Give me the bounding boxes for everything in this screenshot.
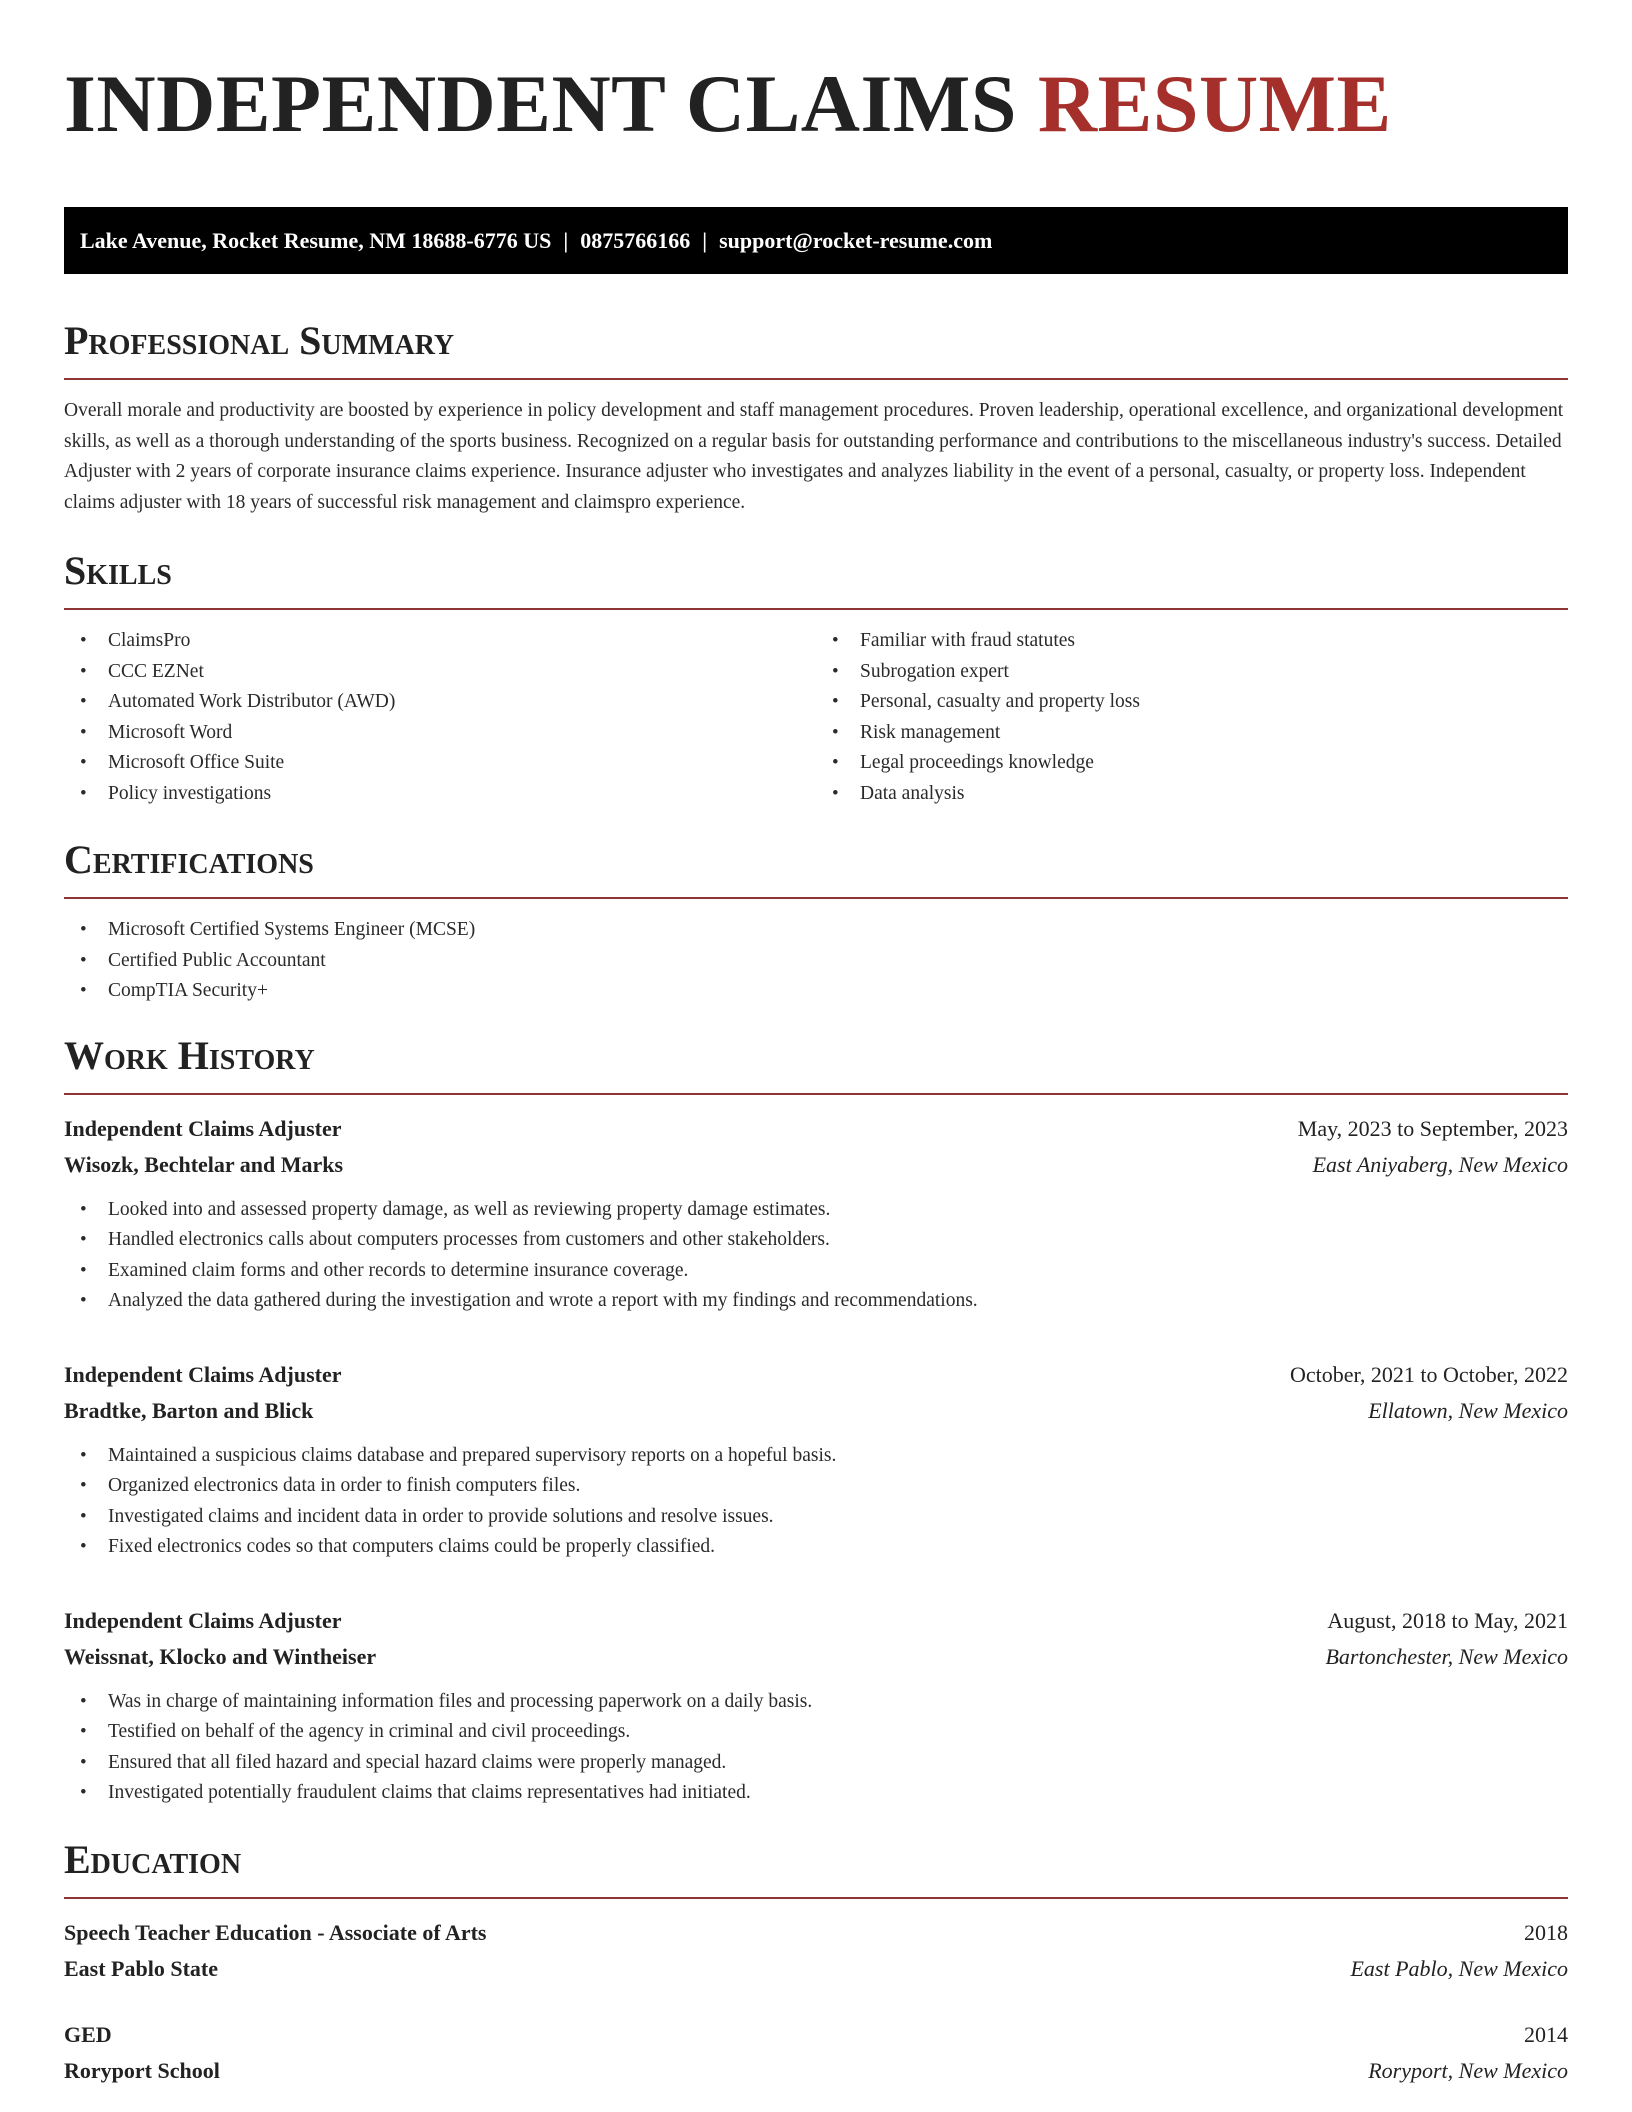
job-duty: • Fixed electronics codes so that computers claims could be properly classified.: [64, 1532, 1568, 1563]
job-duty: • Organized electronics data in order to finish computers files.: [64, 1471, 1568, 1502]
skill-item: • Subrogation expert: [816, 657, 1568, 688]
job-duties: [64, 1441, 1568, 1563]
certification-item: • Microsoft Certified Systems Engineer (MCSE): [64, 915, 1568, 946]
education-header: [64, 2017, 1568, 2053]
education-school: Roryport School: [64, 2057, 220, 2083]
education-location: Roryport, New Mexico: [1368, 2057, 1568, 2083]
contact-separator: |: [702, 228, 708, 253]
job-entry: [64, 1357, 1568, 1563]
job-location: Bartonchester, New Mexico: [1325, 1643, 1568, 1669]
summary-section: [64, 318, 1568, 518]
section-title-certifications: Certifications: [64, 837, 1568, 899]
summary-text: Overall morale and productivity are boosted by experience in policy development and staff management procedures. Proven leadership, operational excellence, and organizational development skills, as well as a thorough understanding of the sports business. Recognized on a regular basis for outstanding performance and contributions to the miscellaneous industry's success. Detailed Adjuster with 2 years of corporate insurance claims experience. Insurance adjuster who investigates and analyzes liability in the event of a personal, casualty, or property loss. Independent claims adjuster with 18 years of successful risk management and claimspro experience.: [64, 400, 1564, 513]
education-section: [64, 1837, 1568, 2089]
job-subheader: [64, 1147, 1568, 1183]
skill-item: • Policy investigations: [64, 779, 816, 810]
job-location: Ellatown, New Mexico: [1368, 1397, 1568, 1423]
skills-list-right: [816, 626, 1568, 809]
job-header: [64, 1357, 1568, 1393]
section-title-skills: Skills: [64, 548, 1568, 610]
work-history-section: [64, 1033, 1568, 1809]
education-school: East Pablo State: [64, 1955, 218, 1981]
section-title-education: Education: [64, 1837, 1568, 1899]
job-role: Independent Claims Adjuster: [64, 1607, 342, 1633]
contact-phone: 0875766166: [580, 228, 691, 253]
skills-columns: [64, 610, 1568, 809]
job-company: Bradtke, Barton and Blick: [64, 1397, 314, 1423]
education-entry: [64, 1915, 1568, 1987]
job-duty: • Analyzed the data gathered during the investigation and wrote a report with my findings and recommendations.: [64, 1286, 1568, 1317]
skill-item: • Familiar with fraud statutes: [816, 626, 1568, 657]
job-duty: • Ensured that all filed hazard and special hazard claims were properly managed.: [64, 1748, 1568, 1779]
education-degree: Speech Teacher Education - Associate of Arts: [64, 1919, 487, 1945]
job-entry: [64, 1603, 1568, 1809]
job-dates: May, 2023 to September, 2023: [1297, 1115, 1568, 1141]
skill-item: • ClaimsPro: [64, 626, 816, 657]
certifications-section: [64, 837, 1568, 1007]
title-main: INDEPENDENT CLAIMS: [64, 58, 1017, 149]
section-title-work-history: Work History: [64, 1033, 1568, 1095]
job-duty: • Handled electronics calls about computers processes from customers and other stakeholders.: [64, 1225, 1568, 1256]
education-degree: GED: [64, 2021, 112, 2047]
contact-address: Lake Avenue, Rocket Resume, NM 18688-6776 US: [80, 228, 552, 253]
skills-section: [64, 548, 1568, 809]
education-year: 2014: [1524, 2021, 1568, 2047]
skills-list-left: [64, 626, 816, 809]
education-year: 2018: [1524, 1919, 1568, 1945]
job-company: Wisozk, Bechtelar and Marks: [64, 1151, 344, 1177]
section-title-summary: Professional Summary: [64, 318, 1568, 380]
resume-title: [64, 58, 1568, 150]
job-company: Weissnat, Klocko and Wintheiser: [64, 1643, 377, 1669]
education-entry: [64, 2017, 1568, 2089]
skill-item: • Microsoft Office Suite: [64, 748, 816, 779]
skill-item: • Risk management: [816, 718, 1568, 749]
contact-bar: [64, 207, 1568, 274]
certifications-list: [64, 915, 1568, 1007]
job-location: East Aniyaberg, New Mexico: [1312, 1151, 1568, 1177]
job-header: [64, 1111, 1568, 1147]
title-accent: RESUME: [1037, 58, 1392, 149]
job-duty: • Testified on behalf of the agency in criminal and civil proceedings.: [64, 1717, 1568, 1748]
skill-item: • Legal proceedings knowledge: [816, 748, 1568, 779]
job-entry: [64, 1111, 1568, 1317]
job-role: Independent Claims Adjuster: [64, 1361, 342, 1387]
job-duty: • Looked into and assessed property damage, as well as reviewing property damage estimates.: [64, 1195, 1568, 1226]
contact-email: support@rocket-resume.com: [719, 228, 993, 253]
job-duty: • Maintained a suspicious claims database and prepared supervisory reports on a hopeful basis.: [64, 1441, 1568, 1472]
certification-item: • Certified Public Accountant: [64, 946, 1568, 977]
job-dates: October, 2021 to October, 2022: [1289, 1361, 1568, 1387]
skill-item: • Data analysis: [816, 779, 1568, 810]
job-duty: • Investigated claims and incident data in order to provide solutions and resolve issues.: [64, 1502, 1568, 1533]
skill-item: • Automated Work Distributor (AWD): [64, 687, 816, 718]
job-duty: • Examined claim forms and other records to determine insurance coverage.: [64, 1256, 1568, 1287]
job-duty: • Investigated potentially fraudulent claims that claims representatives had initiated.: [64, 1778, 1568, 1809]
skill-item: • CCC EZNet: [64, 657, 816, 688]
job-role: Independent Claims Adjuster: [64, 1115, 342, 1141]
job-header: [64, 1603, 1568, 1639]
job-dates: August, 2018 to May, 2021: [1327, 1607, 1568, 1633]
skill-item: • Personal, casualty and property loss: [816, 687, 1568, 718]
education-header: [64, 1915, 1568, 1951]
education-subheader: [64, 2053, 1568, 2089]
education-subheader: [64, 1951, 1568, 1987]
job-subheader: [64, 1639, 1568, 1675]
job-duties: [64, 1195, 1568, 1317]
job-duty: • Was in charge of maintaining information files and processing paperwork on a daily basis.: [64, 1687, 1568, 1718]
skill-item: • Microsoft Word: [64, 718, 816, 749]
certification-item: • CompTIA Security+: [64, 976, 1568, 1007]
job-duties: [64, 1687, 1568, 1809]
education-location: East Pablo, New Mexico: [1350, 1955, 1568, 1981]
job-subheader: [64, 1393, 1568, 1429]
contact-separator: |: [563, 228, 569, 253]
